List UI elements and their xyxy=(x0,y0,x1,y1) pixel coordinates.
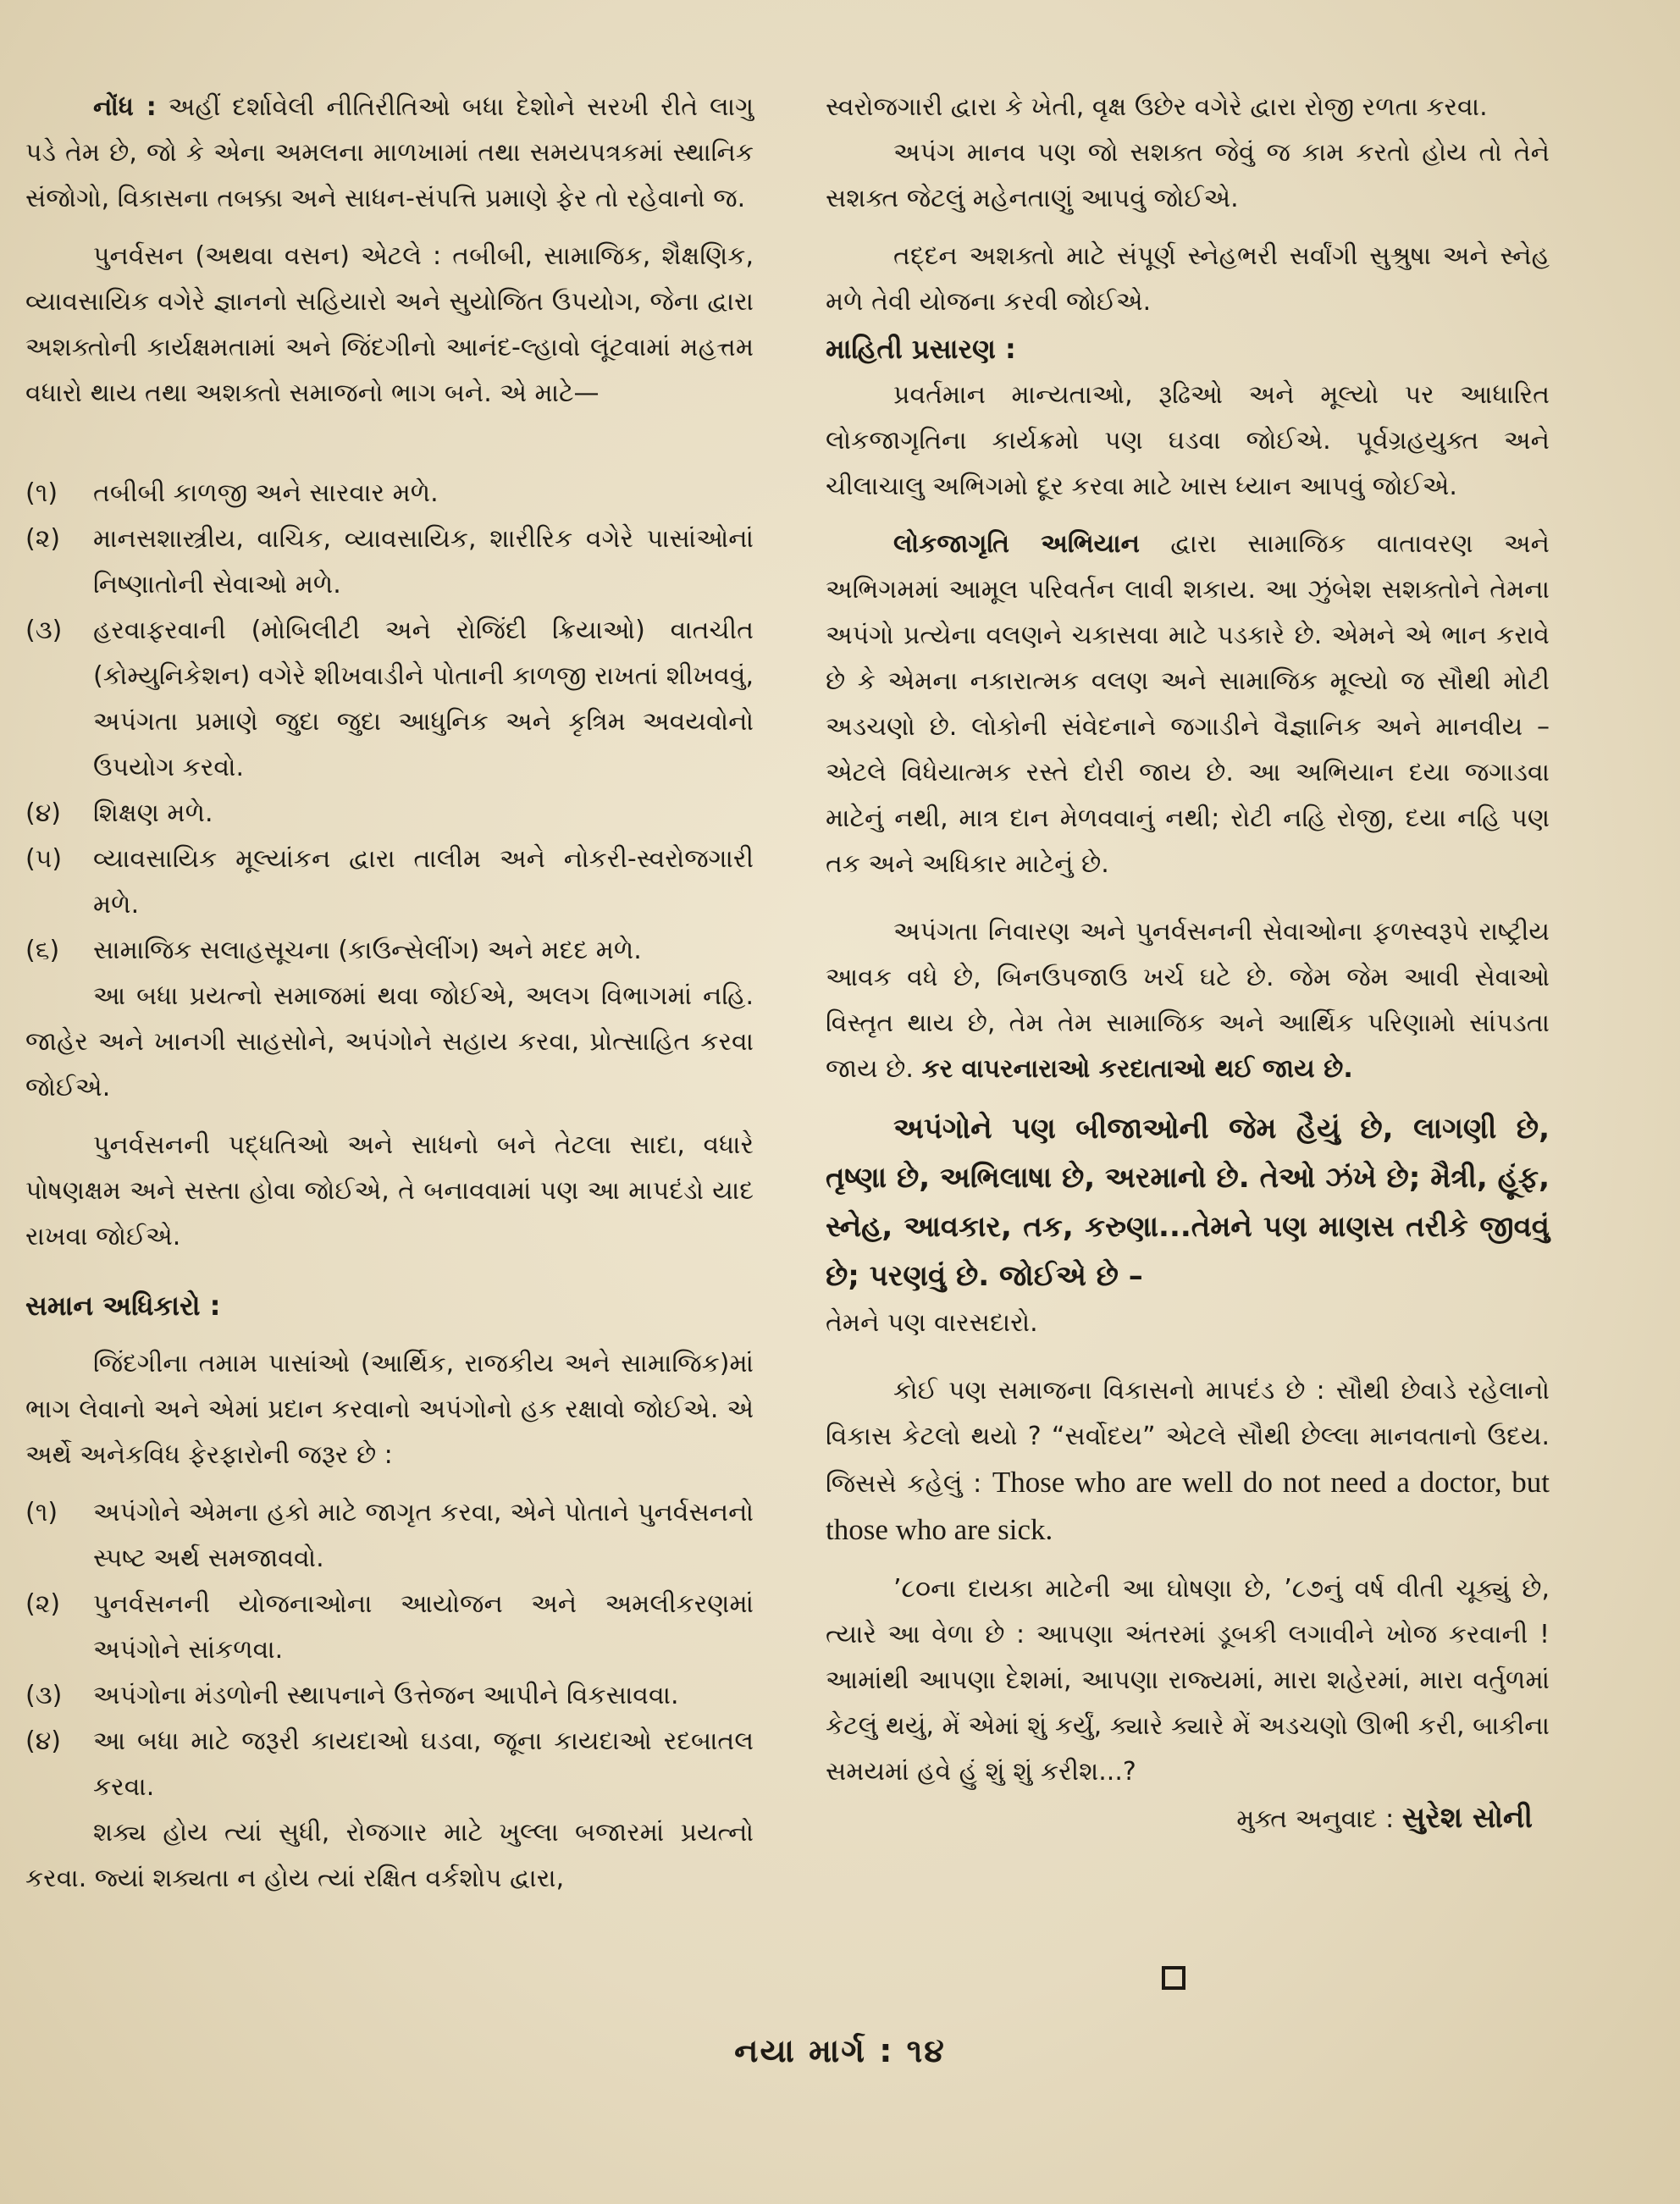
measure-paragraph xyxy=(826,1368,1550,1555)
end-of-article-mark xyxy=(1162,1966,1185,1990)
list-item: (૧) તબીબી કાળજી અને સારવાર મળે. xyxy=(25,478,439,508)
campaign-text: દ્વારા સામાજિક વાતાવરણ અને અભિગમમાં આમૂલ પરિવર્તન લાવી શકાય. આ ઝુંબેશ સશક્તોને તેમના અપંગો પ્રત્યેના વલણને ચકાસવા માટે પડકારે છે. એમને એ ભાન કરાવે છે કે એમના નકારાત્મક વલણ અને સામાજિક મૂલ્યો જ સૌથી મોટી અડચણો છે. લોકોની સંવેદનાને જગાડીને વૈજ્ઞાનિક અને માનવીય – એટલે વિધેયાત્મક રસ્તે દોરી જાય છે. આ અભિયાન દયા જગાડવા માટેનું નથી, માત્ર દાન મેળવવાનું નથી; રોટી નહિ રોજી, દયા નહિ પણ તક અને અધિકાર માટેનું છે. xyxy=(826,529,1550,879)
list-item: (૨) માનસશાસ્ત્રીય, વાચિક, વ્યાવસાયિક, શારીરિક વગેરે પાસાંઓનાં નિષ્ણાતોની સેવાઓ મળે. xyxy=(25,524,754,599)
rehab-definition: પુનર્વસન (અથવા વસન) એટલે : તબીબી, સામાજિક, શૈક્ષણિક, વ્યાવસાયિક વગેરે જ્ઞાનનો સહિયારો અને સુયોજિત ઉપયોગ, જેના દ્વારા અશક્તોની કાર્યક્ષમતામાં અને જિંદગીનો આનંદ-લ્હાવો લૂંટવામાં મહત્તમ વધારો થાય તથા અશક્તો સમાજનો ભાગ બને. એ માટે— xyxy=(25,241,754,408)
info-paragraph: પ્રવર્તમાન માન્યતાઓ, રૂઢિઓ અને મૂલ્યો પર આધારિત લોકજાગૃતિના કાર્યક્રમો પણ ઘડવા જોઈએ. પૂર્વગ્રહયુક્ત અને ચીલાચાલુ અભિગમો દૂર કરવા માટે ખાસ ધ્યાન આપવું જોઈએ. xyxy=(826,380,1550,501)
list-item: (૬) સામાજિક સલાહસૂચના (કાઉન્સેલીંગ) અને મદદ મળે. xyxy=(25,936,642,965)
magazine-name: નયા માર્ગ xyxy=(734,2032,866,2069)
rehab-list xyxy=(25,471,754,974)
right-column xyxy=(826,85,1550,1842)
benefit-highlight: કર વાપરનારાઓ કરદાતાઓ થઈ જાય છે. xyxy=(921,1054,1353,1084)
note-paragraph xyxy=(25,85,754,222)
methods-paragraph: પુનર્વસનની પદ્ધતિઓ અને સાધનો બને તેટલા સાદા, વધારે પોષણક્ષમ અને સસ્તા હોવા જોઈએ, તે બનાવવામાં પણ આ માપદંડો યાદ રાખવા જોઈએ. xyxy=(25,1130,754,1251)
campaign-term: લોકજાગૃતિ અભિયાન xyxy=(893,529,1140,559)
campaign-paragraph xyxy=(826,522,1550,887)
employment-paragraph: શક્ય હોય ત્યાં સુધી, રોજગાર માટે ખુલ્લા બજારમાં પ્રયત્નો કરવા. જ્યાં શક્યતા ન હોય ત્યાં રક્ષિત વર્કશોપ દ્વારા, xyxy=(25,1818,754,1893)
page-number: ૧૪ xyxy=(906,2032,946,2069)
note-text: અહીં દર્શાવેલી નીતિરીતિઓ બધા દેશોને સરખી રીતે લાગુ પડે તેમ છે, જો કે એના અમલના માળખામાં તથા સમયપત્રકમાં સ્થાનિક સંજોગો, વિકાસના તબક્કા અને સાધન-સંપત્તિ પ્રમાણે ફેર તો રહેવાનો જ. xyxy=(25,92,754,213)
list-item: (૪) આ બધા માટે જરૂરી કાયદાઓ ઘડવા, જૂના કાયદાઓ રદબાતલ કરવા. xyxy=(25,1726,754,1802)
list-item: (૨) પુનર્વસનની યોજનાઓના આયોજન અને અમલીકરણમાં અપંગોને સાંકળવા. xyxy=(25,1589,754,1665)
benefit-paragraph xyxy=(826,909,1550,1092)
page-footer xyxy=(0,2032,1680,2070)
translation-credit xyxy=(826,1795,1550,1842)
list-item: (૪) શિક્ષણ મળે. xyxy=(25,798,213,828)
info-dissemination-heading: માહિતી પ્રસારણ : xyxy=(826,333,1016,365)
list-item: (૧) અપંગોને એમના હકો માટે જાગૃત કરવા, એને પોતાને પુનર્વસનનો સ્પષ્ટ અર્થ સમજાવવો. xyxy=(25,1498,754,1573)
footer-separator: : xyxy=(879,2032,907,2069)
rights-list xyxy=(25,1490,754,1810)
heart-tail: તેમને પણ વારસદારો. xyxy=(826,1308,1038,1338)
wage-paragraph: અપંગ માનવ પણ જો સશક્ત જેવું જ કામ કરતો હોય તો તેને સશક્ત જેટલું મહેનતાણું આપવું જોઈએ. xyxy=(826,138,1550,213)
heart-paragraph xyxy=(826,1104,1550,1301)
rights-paragraph: જિંદગીના તમામ પાસાંઓ (આર્થિક, રાજકીય અને સામાજિક)માં ભાગ લેવાનો અને એમાં પ્રદાન કરવાનો અપંગોનો હક રક્ષાવો જોઈએ. એ અર્થે અનેકવિધ ફેરફારોની જરૂર છે : xyxy=(25,1349,754,1470)
efforts-paragraph: આ બધા પ્રયત્નો સમાજમાં થવા જોઈએ, અલગ વિભાગમાં નહિ. જાહેર અને ખાનગી સાહસોને, અપંગોને સહાય કરવા, પ્રોત્સાહિત કરવા જોઈએ. xyxy=(25,981,754,1102)
list-item: (૩) અપંગોના મંડળોની સ્થાપનાને ઉત્તેજન આપીને વિકસાવવા. xyxy=(25,1681,679,1710)
left-column xyxy=(25,85,754,1902)
translator-name: સુરેશ સોની xyxy=(1401,1801,1533,1835)
decade-paragraph: ’૮૦ના દાયકા માટેની આ ઘોષણા છે, ’૮૭નું વર્ષ વીતી ચૂક્યું છે, ત્યારે આ વેળા છે : આપણા અંતરમાં ડૂબકી લગાવીને ખોજ કરવાની ! આમાંથી આપણા દેશમાં, આપણા રાજ્યમાં, મારા શહેરમાં, મારા વર્તુળમાં કેટલું થયું, મેં એમાં શું કર્યું, ક્યારે ક્યારે મેં અડચણો ઊભી કરી, બાકીના સમયમાં હવે હું શું શું કરીશ...? xyxy=(826,1574,1550,1787)
list-item: (૫) વ્યાવસાયિક મૂલ્યાંકન દ્વારા તાલીમ અને નોકરી-સ્વરોજગારી મળે. xyxy=(25,844,754,920)
list-item: (૩) હરવાફરવાની (મોબિલીટી અને રોજિંદી ક્રિયાઓ) વાતચીત (કોમ્યુનિકેશન) વગેરે શીખવાડીને પોતાની કાળજી રાખતાં શીખવવું, અપંગતા પ્રમાણે જુદા જુદા આધુનિક અને કૃત્રિમ અવયવોનો ઉપયોગ કરવો. xyxy=(25,616,754,782)
benefit-text: અપંગતા નિવારણ અને પુનર્વસનની સેવાઓના ફળસ્વરૂપે રાષ્ટ્રીય આવક વધે છે, બિનઉપજાઉ ખર્ચ ઘટે છે. જેમ જેમ આવી સેવાઓ વિસ્તૃત થાય છે, તેમ તેમ સામાજિક અને આર્થિક પરિણામો સાંપડતા જાય છે. xyxy=(826,917,1550,1084)
equal-rights-heading: સમાન અધિકારો : xyxy=(25,1290,221,1322)
heart-text: અપંગોને પણ બીજાઓની જેમ હૈયું છે, લાગણી છે, તૃષ્ણા છે, અભિલાષા છે, અરમાનો છે. તેઓ ઝંખે છે; મૈત્રી, હૂંફ, સ્નેહ, આવકાર, તક, કરુણા...તેમને પણ માણસ તરીકે જીવવું છે; પરણવું છે. જોઈએ છે – xyxy=(826,1112,1550,1293)
measure-text: કોઈ પણ સમાજના વિકાસનો માપદંડ છે : સૌથી છેવાડે રહેલાનો વિકાસ કેટલો થયો ? “સર્વોદય” એટલે સૌથી છેલ્લા માનવતાનો ઉદય. જિસસે કહેલું : xyxy=(826,1376,1550,1499)
jesus-quote: Those who are well do not need a doctor, but those who are sick. xyxy=(826,1466,1550,1546)
continued-paragraph: સ્વરોજગારી દ્વારા કે ખેતી, વૃક્ષ ઉછેર વગેરે દ્વારા રોજી રળતા કરવા. xyxy=(826,92,1488,122)
note-label: નોંધ : xyxy=(93,92,157,122)
care-paragraph: તદ્દન અશક્તો માટે સંપૂર્ણ સ્નેહભરી સર્વાંગી સુશ્રુષા અને સ્નેહ મળે તેવી યોજના કરવી જોઈએ. xyxy=(826,241,1550,317)
credit-label: મુક્ત અનુવાદ : xyxy=(1236,1804,1395,1834)
